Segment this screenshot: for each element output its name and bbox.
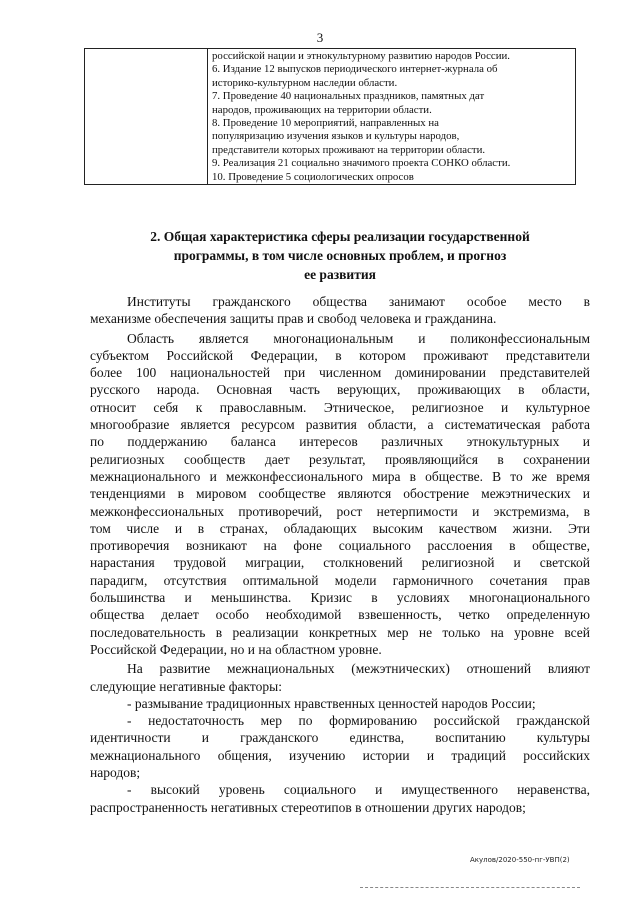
paragraph-region-overview bbox=[90, 330, 590, 659]
text-line: субъектом Российской Федерации, в котором проживают представители bbox=[90, 347, 590, 363]
table-cell-line: историко-культурном наследии области. bbox=[212, 76, 398, 89]
text-line: нарастания трудовой миграции, столкновений религиозной и светской bbox=[90, 555, 590, 571]
text-line: межконфессиональных противоречий, рост нетерпимости и экстремизма, в bbox=[90, 503, 590, 519]
text-line: народов; bbox=[90, 765, 141, 781]
text-line: идентичности и гражданского единства, воспитанию культуры bbox=[90, 730, 590, 746]
list-item bbox=[90, 712, 590, 781]
text-line: более 100 национальностей при численном доминировании представителей bbox=[90, 365, 590, 381]
text-line: религиозных сообществ дает результат, проявляющийся в сохранении bbox=[90, 451, 590, 467]
text-line: том числе и в странах, обладающих высоким качеством жизни. Эти bbox=[90, 520, 590, 536]
text-line: большинства и меньшинства. Кризис в условиях многонационального bbox=[90, 590, 590, 606]
text-line: межнационального общения, изучению истории и традиций российских bbox=[90, 747, 590, 763]
paragraph-institutions bbox=[90, 293, 590, 328]
table-cell-line: 8. Проведение 10 мероприятий, направленных на bbox=[212, 117, 439, 130]
text-line: механизме обеспечения защиты прав и свобод человека и гражданина. bbox=[90, 311, 497, 327]
heading-line: 2. Общая характеристика сферы реализации государственной bbox=[150, 229, 530, 244]
text-line: Область является многонациональным и поликонфессиональным bbox=[127, 330, 590, 346]
text-line: - недостаточность мер по формированию российской гражданской bbox=[127, 713, 590, 729]
text-line: тенденциями в мировом сообществе являются обострение межэтнических и bbox=[90, 486, 590, 502]
table-cell-line: представители которых проживают на территории области. bbox=[212, 143, 486, 156]
document-code: Акулов/2020-550-пг-УВП(2) bbox=[470, 856, 570, 864]
text-line: русского народа. Основная часть верующих, проживающих в области, bbox=[90, 382, 590, 398]
text-line: относит себя к православным. Этническое, религиозное и культурное bbox=[90, 399, 590, 415]
section-heading bbox=[90, 227, 590, 284]
text-line: межнационального и межконфессионального мира в обществе. В то же время bbox=[90, 468, 590, 484]
text-line: следующие негативные факторы: bbox=[90, 678, 282, 694]
text-line: по поддержанию баланса интересов различных этнокультурных и bbox=[90, 434, 590, 450]
text-line: противоречия возникают на фоне социального расслоения в обществе, bbox=[90, 538, 590, 554]
table-cell-line: народов, проживающих на территории области. bbox=[212, 103, 432, 116]
continued-table bbox=[84, 48, 576, 185]
body-text bbox=[90, 293, 590, 816]
text-line: распространенность негативных стереотипов в отношении других народов; bbox=[90, 799, 526, 815]
footer-divider bbox=[360, 887, 580, 888]
text-line: - размывание традиционных нравственных ценностей народов России; bbox=[127, 695, 536, 711]
paragraph-negative-factors-intro bbox=[90, 660, 590, 695]
list-item bbox=[90, 781, 590, 816]
text-line: многообразие является ресурсом развития области, а систематическая работа bbox=[90, 417, 590, 433]
table-cell-line: российской нации и этнокультурному развитию народов России. bbox=[212, 50, 510, 62]
page-number: 3 bbox=[316, 30, 324, 45]
table-cell-line: 9. Реализация 21 социально значимого проекта СОНКО области. bbox=[212, 157, 511, 170]
text-line: На развитие межнациональных (межэтнических) отношений влияют bbox=[127, 661, 590, 677]
text-line: - высокий уровень социального и имущественного неравенства, bbox=[127, 782, 590, 798]
text-line: общества делает особо необходимой взвешенность, четко определенную bbox=[90, 607, 590, 623]
text-line: последовательность в реализации конкретных мер не только на уровне всей bbox=[90, 624, 590, 640]
text-line: парадигм, отсутствия оптимальной модели гармоничного сочетания прав bbox=[90, 572, 590, 588]
text-line: Институты гражданского общества занимают особое место в bbox=[127, 294, 590, 309]
table-row bbox=[85, 49, 576, 185]
heading-line: программы, в том числе основных проблем, и прогноз bbox=[173, 248, 507, 263]
table-empty-cell bbox=[85, 49, 208, 185]
table-cell-line: 6. Издание 12 выпусков периодического интернет-журнала об bbox=[212, 63, 498, 76]
table-measures-cell bbox=[208, 49, 576, 185]
text-line: Российской Федерации, но и на областном уровне. bbox=[90, 641, 382, 657]
table-cell-line: 7. Проведение 40 национальных праздников, памятных дат bbox=[212, 90, 485, 103]
table-cell-line: 10. Проведение 5 социологических опросов bbox=[212, 170, 414, 183]
heading-line: ее развития bbox=[304, 267, 376, 282]
table-cell-line: популяризацию изучения языков и культуры народов, bbox=[212, 130, 460, 143]
list-item bbox=[90, 695, 590, 712]
